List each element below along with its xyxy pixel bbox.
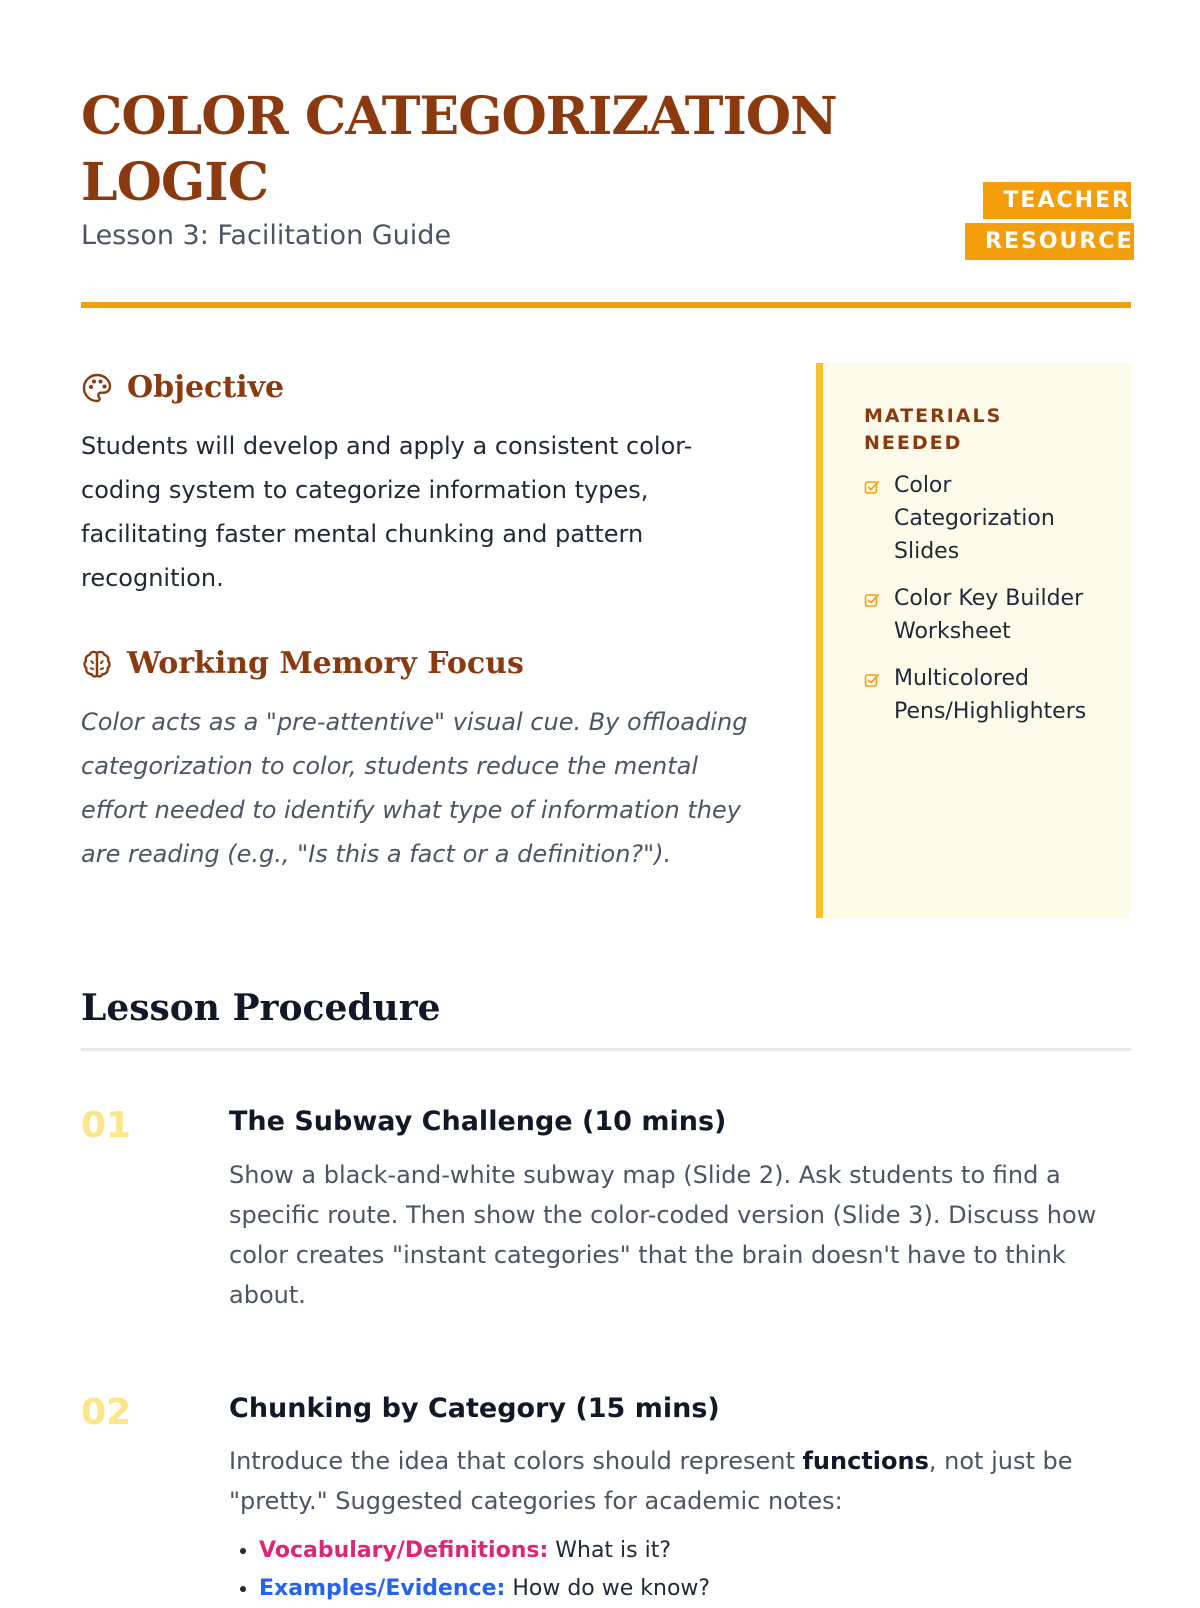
- materials-list: [864, 469, 1104, 742]
- materials-title: MATERIALS NEEDED: [864, 405, 1003, 454]
- teacher-resource-badge: TEACHER RESOURCE: [965, 182, 1134, 260]
- checkbox-icon: [864, 479, 880, 495]
- materials-item-label: Color Categorization Slides: [894, 473, 1055, 564]
- procedure-heading: Lesson Procedure: [81, 987, 441, 1029]
- materials-item: [864, 469, 1104, 568]
- category-label-examples: Examples/Evidence:: [259, 1576, 506, 1601]
- step-number: 02: [81, 1392, 132, 1433]
- step-number: 01: [81, 1105, 132, 1146]
- step-text: Show a black-and-white subway map (Slide 2). Ask students to find a specific route. Then show the color-coded version (Slide 3). Discuss how color creates "instant categories" that the brain doesn't have to think about.: [229, 1161, 1097, 1309]
- checkbox-icon: [864, 672, 880, 688]
- page-subtitle: Lesson 3: Facilitation Guide: [81, 220, 452, 251]
- brain-icon: [81, 648, 113, 680]
- category-item: [259, 1532, 1159, 1570]
- step-text: [229, 1441, 1129, 1521]
- step-text-part: Introduce the idea that colors should represent: [229, 1447, 803, 1475]
- working-memory-heading: [81, 644, 524, 684]
- objective-heading-label: Objective: [127, 370, 285, 405]
- working-memory-text: Color acts as a "pre-attentive" visual cue. By offloading categorization to color, students reduce the mental effort needed to identify what type of information they are reading (e.g., "Is this a fact or a definition?").: [81, 708, 748, 868]
- facilitation-guide-page: [81, 0, 1134, 1601]
- checkbox-icon: [864, 592, 880, 608]
- objective-text: Students will develop and apply a consistent color-coding system to categorize information types, facilitating faster mental chunking and pattern recognition.: [81, 432, 693, 592]
- materials-item-label: Color Key Builder Worksheet: [894, 586, 1084, 644]
- materials-item-label: Multicolored Pens/Highlighters: [894, 666, 1087, 724]
- working-memory-heading-label: Working Memory Focus: [127, 646, 524, 681]
- teacher-resource-badge-wrap: [965, 180, 1134, 262]
- step-text-part: , not just be "pretty." Suggested categories for academic notes:: [229, 1447, 1073, 1515]
- category-item: [259, 1570, 1159, 1608]
- step-title: Chunking by Category (15 mins): [229, 1393, 720, 1424]
- page-title: COLOR CATEGORIZATION LOGIC: [81, 86, 837, 213]
- materials-item: [864, 582, 1104, 648]
- category-list: [229, 1532, 1159, 1608]
- step-title: The Subway Challenge (10 mins): [229, 1106, 727, 1137]
- objective-heading: [81, 368, 284, 408]
- category-description: What is it?: [548, 1538, 672, 1563]
- materials-sidebar: [816, 363, 1131, 918]
- materials-item: [864, 662, 1104, 728]
- category-label-vocabulary: Vocabulary/Definitions:: [259, 1538, 549, 1563]
- category-description: How do we know?: [505, 1576, 711, 1601]
- procedure-divider: [81, 1048, 1131, 1051]
- step-text-emphasis: functions: [802, 1447, 929, 1475]
- header-divider: [81, 302, 1131, 308]
- palette-icon: [81, 372, 113, 404]
